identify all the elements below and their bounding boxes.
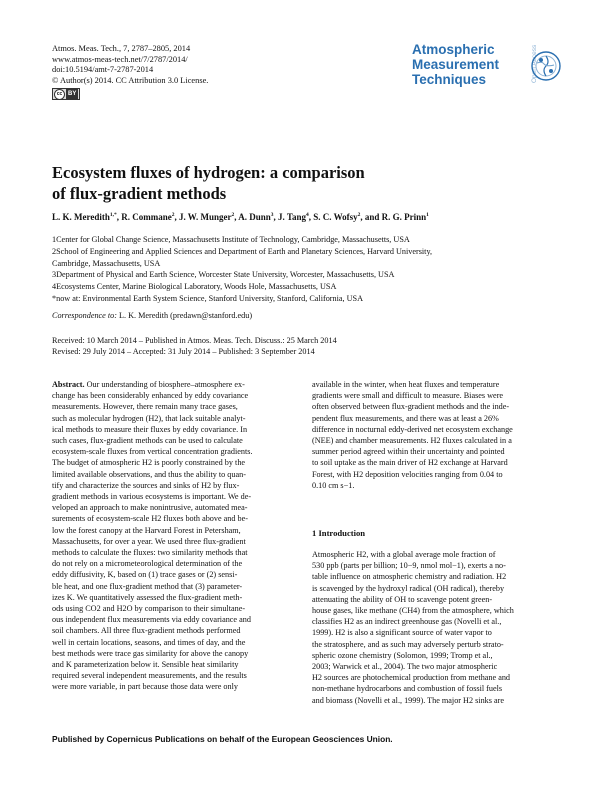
publication-dates — [52, 335, 337, 357]
intro-line: table influence on atmospheric chemistry and radiation. H2 — [312, 572, 507, 582]
paper-title — [52, 162, 365, 204]
by-label: BY — [68, 91, 77, 98]
abstract-line: gradients were small and difficult to measure. Biases were — [312, 391, 504, 401]
intro-line: attenuating the ability of OH to scavenge potent green- — [312, 594, 493, 604]
correspondence-label: Correspondence to: — [52, 311, 117, 320]
abstract-line: such cases, flux-gradient methods can be used to calculate — [52, 436, 243, 446]
abstract-continued — [312, 379, 557, 491]
abstract-line: summer period agreed within their uncertainty and pointed — [312, 447, 505, 457]
abstract-line: surements of ecosystem-scale H2 fluxes both above and be- — [52, 514, 248, 524]
journal-name-line-1: Atmospheric — [412, 42, 495, 57]
abstract-line: veloped an approach to make nonintrusive, automated mea- — [52, 503, 248, 513]
abstract-line: such as molecular hydrogen (H2), that lack suitable analyt- — [52, 413, 246, 423]
authors: L. K. Meredith$^{1,*}$, R. Commane$^2$, J. W. Munger$^2$, A. Dunn$^3$, J. Tang$^4$, S. C. Wofsy$^2$, and R. G. Prinn$^1$ — [52, 212, 429, 222]
abstract-line: 0.10 cm s−1. — [312, 480, 355, 490]
abstract-line: difference in nocturnal eddy-derived net ecosystem exchange — [312, 424, 513, 434]
abstract-line: limited available observations, and thus the ability to quan- — [52, 469, 246, 479]
intro-line: 530 ppb (parts per billion; 10−9, nmol mol−1), exerts a no- — [312, 561, 506, 571]
title-line-2: of flux-gradient methods — [52, 184, 227, 203]
affiliations — [52, 234, 552, 305]
abstract-line: Forest, with H2 deposition velocities ranging from 0.04 to — [312, 469, 503, 479]
abstract-line: tify and characterize the sources and sinks of H2 by flux- — [52, 480, 240, 490]
intro-line: 1999). H2 is also a significant source of water vapor to — [312, 628, 492, 638]
abstract-line: Massachusetts, for over a year. We used three flux-gradient — [52, 536, 246, 546]
abstract-line: (NEE) and chamber measurements. H2 fluxes calculated in a — [312, 436, 512, 446]
abstract-line: gradient methods in various ecosystems is important. We de- — [52, 492, 252, 502]
abstract-line: methods to calculate the fluxes: two similarity methods that — [52, 548, 248, 558]
journal-name-line-2: Measurement — [412, 57, 500, 72]
article-url[interactable]: www.atmos-meas-tech.net/7/2787/2014/ — [52, 54, 188, 64]
abstract-line: well in certain locations, seasons, and times of day, and the — [52, 637, 246, 647]
abstract-line: soil chambers. All three flux-gradient methods performed — [52, 626, 241, 636]
affiliation: 4Ecosystems Center, Marine Biological Laboratory, Woods Hole, Massachusetts, USA — [52, 282, 337, 292]
abstract-line: ble heat, and one flux-gradient method that (3) parameter- — [52, 581, 243, 591]
abstract-line: were more variable, in part because those data were only — [52, 682, 238, 692]
abstract — [52, 379, 312, 693]
title-line-1: Ecosystem fluxes of hydrogen: a comparison — [52, 163, 365, 182]
abstract-line: best methods were trace gas similarity for above the canopy — [52, 648, 249, 658]
abstract-line: available in the winter, when heat fluxes and temperature — [312, 380, 500, 389]
abstract-line: ous independent flux measurements via eddy covariance and — [52, 615, 251, 625]
intro-line: is scavenged by the hydroxyl radical (OH radical), thereby — [312, 583, 505, 593]
citation: Atmos. Meas. Tech., 7, 2787–2805, 2014 — [52, 44, 191, 53]
abstract-line: often observed between flux-gradient methods and the inde- — [312, 402, 510, 412]
intro-line: and biomass (Novelli et al., 1999). The major H2 sinks are — [312, 695, 504, 705]
globe-icon — [530, 50, 562, 82]
journal-name-line-3: Techniques — [412, 72, 487, 87]
abstract-line: eddy diffusivity, K, based on (1) trace gases or (2) sensi- — [52, 570, 238, 580]
correspondence-text: L. K. Meredith (predawn@stanford.edu) — [119, 311, 253, 320]
abstract-line: change has been considerably enhanced by eddy covariance — [52, 391, 249, 401]
abstract-line: measurements. However, there remain many trace gases, — [52, 402, 238, 412]
abstract-line: do not rely on a micrometeorological determination of the — [52, 559, 243, 569]
abstract-line: and K parameterization below it. Sensible heat similarity — [52, 660, 239, 670]
intro-line: the stratosphere, and as such may adversely perturb strato- — [312, 639, 504, 649]
dates-line-2: Revised: 29 July 2014 – Accepted: 31 July 2014 – Published: 3 September 2014 — [52, 347, 315, 356]
doi[interactable]: doi:10.5194/amt-7-2787-2014 — [52, 65, 154, 75]
intro-line: classifies H2 as an indirect greenhouse gas (Novelli et al., — [312, 617, 502, 627]
abstract-line: ods using CO2 and H2O by comparison to their simultane- — [52, 604, 246, 614]
intro-line: house gases, like methane (CH4) from the atmosphere, which — [312, 606, 514, 616]
svg-text:Open Access: Open Access — [531, 44, 538, 83]
abstract-heading: Abstract. — [52, 380, 85, 389]
abstract-line: izes K. We quantitatively assessed the flux-gradient meth- — [52, 592, 243, 602]
affiliation: Cambridge, Massachusetts, USA — [52, 258, 161, 268]
abstract-line: ical methods to measure their fluxes by eddy covariance. In — [52, 424, 248, 434]
abstract-line: low the forest canopy at the Harvard Forest in Petersham, — [52, 525, 241, 535]
citation-block — [52, 44, 208, 100]
intro-line: H2 sources are photochemical production from methane and — [312, 673, 511, 683]
abstract-line-1: Abstract. Our understanding of biosphere–atmosphere ex- — [52, 380, 245, 389]
intro-line: Atmospheric H2, with a global average mole fraction of — [312, 550, 496, 559]
abstract-line: to soil uptake as the main driver of H2 exchange at Harvard — [312, 458, 508, 468]
abstract-line: The budget of atmospheric H2 is poorly constrained by the — [52, 458, 246, 468]
cc-icon: cc — [54, 89, 65, 100]
affiliation: 2School of Engineering and Applied Sciences and Department of Earth and Planetary Sciences, Harvard University, — [52, 246, 433, 256]
cc-by-badge[interactable] — [52, 88, 80, 100]
abstract-line: ecosystem-scale fluxes from vertical concentration gradients. — [52, 447, 253, 457]
copyright: © Author(s) 2014. CC Attribution 3.0 License. — [52, 75, 209, 85]
affiliation: *now at: Environmental Earth System Science, Stanford University, Stanford, California, USA — [52, 293, 363, 303]
journal-logo — [412, 42, 499, 87]
publisher-footer: Published by Copernicus Publications on behalf of the European Geosciences Union. — [52, 734, 393, 744]
intro-line: 2003; Warwick et al., 2004). The two major atmospheric — [312, 662, 498, 672]
intro-line: non-methane hydrocarbons and combustion of fossil fuels — [312, 684, 503, 694]
abstract-line: required several independent measurements, and the results — [52, 671, 247, 681]
abstract-line: pendent flux measurements, and there was at least a 26% — [312, 413, 499, 423]
dates-line-1: Received: 10 March 2014 – Published in Atmos. Meas. Tech. Discuss.: 25 March 2014 — [52, 336, 337, 345]
affiliation: 1Center for Global Change Science, Massachusetts Institute of Technology, Cambridge, Massachusetts, USA — [52, 235, 410, 244]
introduction — [312, 549, 557, 706]
correspondence — [52, 311, 252, 320]
affiliation: 3Department of Physical and Earth Science, Worcester State University, Worcester, Massachusetts, USA — [52, 270, 395, 280]
section-heading: 1 Introduction — [312, 528, 366, 538]
intro-line: spheric ozone chemistry (Solomon, 1999; Tromp et al., — [312, 650, 493, 660]
